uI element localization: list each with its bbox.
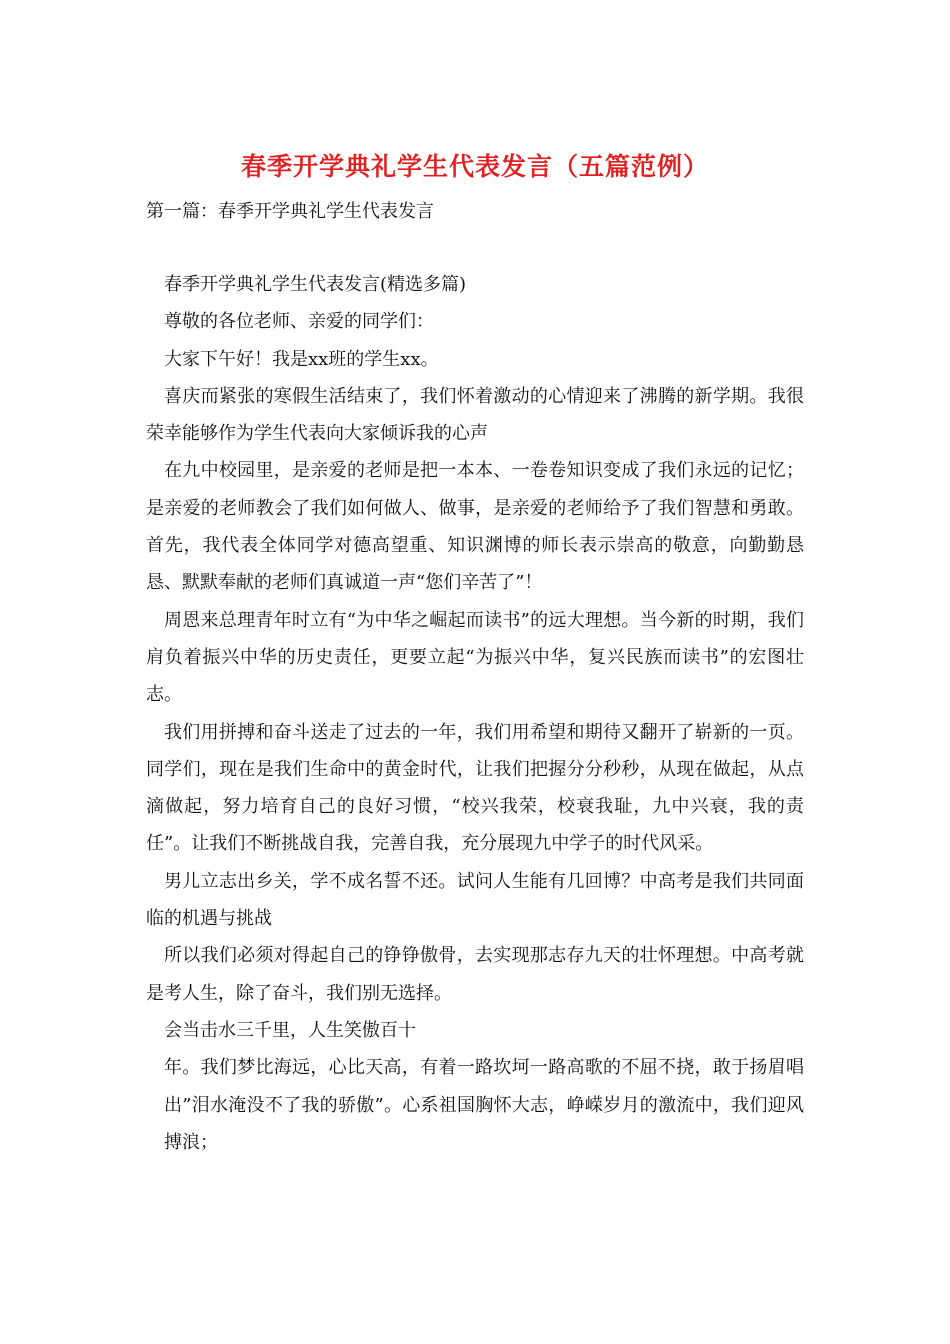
document-title: 春季开学典礼学生代表发言（五篇范例） (240, 152, 709, 181)
section-heading: 第一篇：春季开学典礼学生代表发言 (146, 201, 434, 222)
paragraph: 大家下午好！我是xx班的学生xx。 (164, 348, 439, 370)
paragraph: 喜庆而紧张的寒假生活结束了，我们怀着激动的心情迎来了沸腾的新学期。我很荣幸能够作为学生代表向大家倾诉我的心声 (146, 385, 804, 445)
paragraph: 男儿立志出乡关，学不成名誓不还。试问人生能有几回博？中高考是我们共同面临的机遇与挑战 (146, 870, 804, 930)
paragraph: 我们用拼搏和奋斗送走了过去的一年，我们用希望和期待又翻开了崭新的一页。同学们，现在是我们生命中的黄金时代，让我们把握分分秒秒，从现在做起，从点滴做起，努力培育自己的良好习惯，“校兴我荣，校衰我耻，九中兴衰，我的责任”。让我们不断挑战自我，完善自我，充分展现九中学子的时代风采。 (146, 721, 804, 855)
paragraph: 周恩来总理青年时立有“为中华之崛起而读书”的远大理想。当今新的时期，我们肩负着振兴中华的历史责任，更要立起“为振兴中华，复兴民族而读书”的宏图壮志。 (146, 609, 804, 706)
paragraph: 在九中校园里，是亲爱的老师是把一本本、一卷卷知识变成了我们永远的记忆；是亲爱的老师教会了我们如何做人、做事，是亲爱的老师给予了我们智慧和勇敢。首先，我代表全体同学对德高望重、知识渊博的师长表示崇高的敬意，向勤勤恳恳、默默奉献的老师们真诚道一声“您们辛苦了”！ (146, 460, 804, 594)
paragraph: 春季开学典礼学生代表发言(精选多篇) (164, 274, 467, 295)
paragraph: 会当击水三千里，人生笑傲百十 (164, 1019, 416, 1041)
document-body (146, 266, 804, 1161)
paragraph: 尊敬的各位老师、亲爱的同学们： (164, 311, 434, 333)
paragraph: 所以我们必须对得起自己的铮铮傲骨，去实现那志存九天的壮怀理想。中高考就是考人生，除了奋斗，我们别无选择。 (146, 945, 804, 1004)
paragraph: 年。我们梦比海远，心比天高，有着一路坎坷一路高歌的不屈不挠，敢于扬眉唱出”泪水淹没不了我的骄傲”。心系祖国胸怀大志，峥嵘岁月的激流中，我们迎风搏浪； (164, 1057, 804, 1153)
